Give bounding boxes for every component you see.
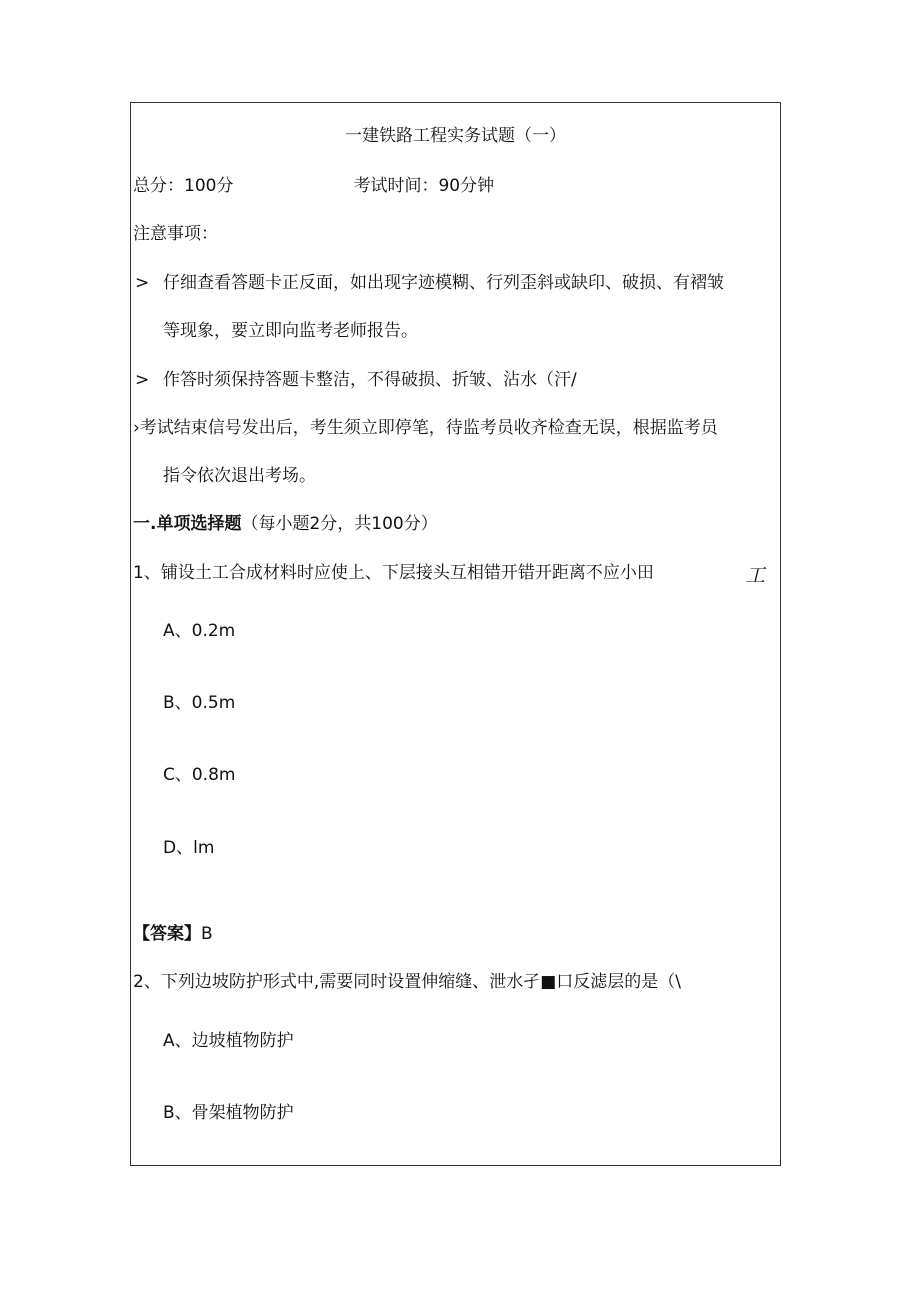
question-1-option-b: B、0.5m (163, 693, 236, 713)
answer-value: B (201, 924, 213, 944)
notice-heading: 注意事项： (133, 224, 218, 244)
exam-meta (133, 175, 494, 197)
question-2-option-a: A、边坡植物防护 (163, 1031, 294, 1051)
question-1-option-a: A、0.2m (163, 621, 236, 641)
answer-label: 【答案】 (133, 924, 201, 944)
notice-item-1-line-1: 仔细查看答题卡正反面，如出现字迹模糊、行列歪斜或缺印、破损、有褶皱 (163, 273, 724, 293)
notice-item-2-line-1: 作答时须保持答题卡整洁，不得破损、折皱、沾水（汗/ (163, 370, 577, 390)
exam-time: 考试时间：90分钟 (353, 176, 495, 196)
notice-item-3-line-2: 指令依次退出考场。 (163, 466, 316, 486)
section-heading (133, 513, 438, 535)
question-2-option-b: B、骨架植物防护 (163, 1103, 294, 1123)
question-1-stem: 1、铺设土工合成材料时应使上、下层接头互相错开错开距离不应小田 (133, 563, 654, 583)
question-1-mark: 工 (745, 563, 765, 587)
section-title: 一.单项选择题 (133, 514, 242, 534)
notice-item-1-line-2: 等现象，要立即向监考老师报告。 (163, 321, 418, 341)
notice-bullet-2: > (135, 370, 150, 390)
notice-bullet-1: > (135, 273, 150, 293)
section-note: （每小题2分，共100分） (241, 514, 438, 534)
document-frame (130, 102, 781, 1166)
total-score: 总分：100分 (133, 176, 234, 196)
question-1-answer (133, 923, 213, 945)
page-title: 一建铁路工程实务试题（一） (345, 126, 566, 146)
question-2-stem: 2、下列边坡防护形式中,需要同时设置伸缩缝、泄水孑■口反滤层的是（\ (133, 972, 682, 992)
notice-item-3-line-1: ›考试结束信号发出后，考生须立即停笔，待监考员收齐检查无误，根据监考员 (133, 418, 718, 438)
question-1-option-d: D、lm (163, 838, 215, 858)
question-1-option-c: C、0.8m (163, 765, 236, 785)
